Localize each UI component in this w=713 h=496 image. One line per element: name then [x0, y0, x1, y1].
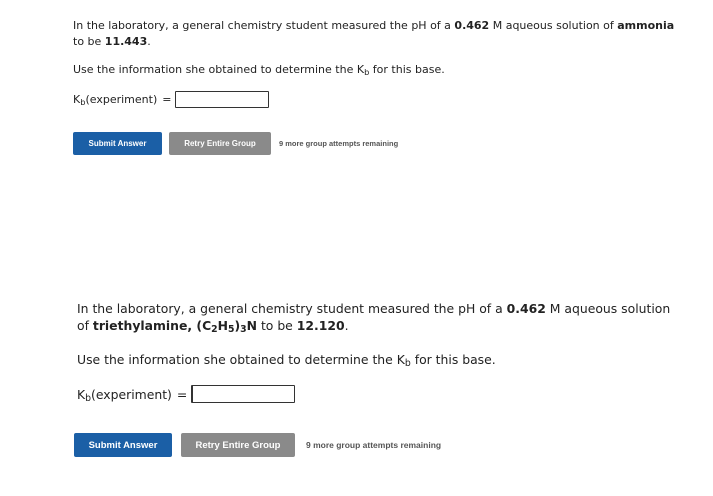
kb-label: $K_b(experiment)$: [77, 386, 172, 404]
kb-answer-input[interactable]: [191, 385, 295, 403]
submit-answer-button[interactable]: Submit Answer: [73, 132, 162, 155]
kb-answer-input[interactable]: [175, 91, 269, 108]
button-row: [77, 433, 677, 457]
equals-sign: =: [176, 386, 188, 402]
question-2: [77, 300, 677, 457]
attempts-remaining-text: 9 more group attempts remaining: [306, 439, 442, 450]
answer-row: [77, 385, 677, 403]
question-1-prompt: In the laboratory, a general chemistry student measured the pH of a 0.462 M aqueous solution of ammonia to be 11.443.: [73, 19, 675, 48]
question-2-prompt: In the laboratory, a general chemistry student measured the pH of a 0.462 M aqueous solution of triethylamine, $(C_2H_5)_3N$ to be 12.120.: [77, 301, 671, 335]
instruction-text: Use the information she obtained to determine the $K_b$ for this base.: [73, 63, 445, 77]
kb-label: $K_b(experiment)$: [73, 92, 158, 107]
submit-answer-button[interactable]: Submit Answer: [74, 433, 172, 457]
attempts-remaining-text: 9 more group attempts remaining: [279, 138, 399, 148]
answer-row: [73, 91, 683, 108]
ph-value: 12.120: [296, 318, 345, 333]
concentration-value: 0.462: [506, 301, 546, 316]
compound-name: triethylamine, $(C_2H_5)_3N$: [92, 318, 257, 335]
retry-entire-group-button[interactable]: Retry Entire Group: [169, 132, 271, 155]
question-1: [73, 18, 683, 155]
equals-sign: =: [162, 92, 172, 106]
concentration-value: 0.462: [454, 19, 490, 32]
ph-value: 11.443: [104, 35, 148, 48]
compound-name: ammonia: [617, 19, 675, 32]
retry-entire-group-button[interactable]: Retry Entire Group: [181, 433, 295, 457]
instruction-text: Use the information she obtained to determine the $K_b$ for this base.: [77, 352, 496, 369]
button-row: [73, 132, 683, 155]
